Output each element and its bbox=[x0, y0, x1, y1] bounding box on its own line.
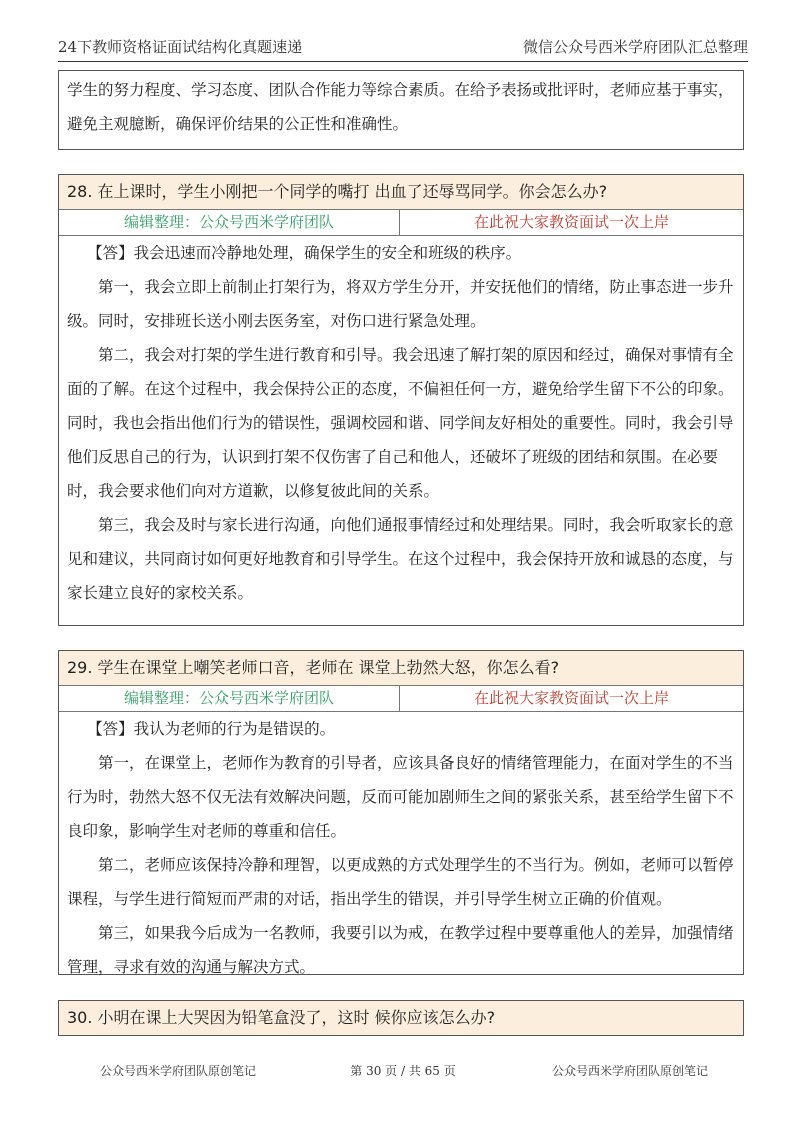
answer-paragraph: 第二，老师应该保持冷静和理智，以更成熟的方式处理学生的不当行为。例如，老师可以暂停课程，与学生进行简短而严肃的对话，指出学生的错误，并引导学生树立正确的价值观。 bbox=[67, 856, 734, 908]
credit-left: 编辑整理：公众号西米学府团队 bbox=[59, 210, 400, 235]
question-title: 29. 学生在课堂上嘲笑老师口音，老师在 课堂上勃然大怒，你怎么看? bbox=[59, 651, 743, 686]
question-title: 30. 小明在课上大哭因为铅笔盒没了，这时 候你应该怎么办? bbox=[59, 1001, 743, 1035]
prev-answer-box bbox=[58, 70, 744, 150]
credit-row bbox=[59, 686, 743, 712]
answer-paragraph: 第一，在课堂上，老师作为教育的引导者，应该具备良好的情绪管理能力，在面对学生的不当行为时，勃然大怒不仅无法有效解决问题，反而可能加剧师生之间的紧张关系，甚至给学生留下不良印象，影响学生对老师的尊重和信任。 bbox=[67, 754, 734, 840]
answer-paragraph: 第二，我会对打架的学生进行教育和引导。我会迅速了解打架的原因和经过，确保对事情有全面的了解。在这个过程中，我会保持公正的态度，不偏袒任何一方，避免给学生留下不公的印象。同时，我也会指出他们行为的错误性，强调校园和谐、同学间友好相处的重要性。同时，我会引导他们反思自己的行为，认识到打架不仅伤害了自己和他人，还破坏了班级的团结和氛围。在必要时，我会要求他们向对方道歉，以修复彼此间的关系。 bbox=[67, 346, 734, 500]
answer-paragraph: 第三，我会及时与家长进行沟通，向他们通报事情经过和处理结果。同时，我会听取家长的意见和建议，共同商讨如何更好地教育和引导学生。在这个过程中，我会保持开放和诚恳的态度，与家长建立良好的家校关系。 bbox=[67, 516, 734, 602]
question-title: 28. 在上课时，学生小刚把一个同学的嘴打 出血了还辱骂同学。你会怎么办? bbox=[59, 175, 743, 210]
footer-right: 公众号西米学府团队原创笔记 bbox=[551, 1064, 708, 1078]
answer-paragraph: 【答】我认为老师的行为是错误的。 bbox=[87, 720, 336, 738]
credit-right: 在此祝大家教资面试一次上岸 bbox=[473, 689, 669, 707]
credit-left: 编辑整理：公众号西米学府团队 bbox=[59, 686, 400, 711]
page-footer bbox=[58, 1062, 748, 1082]
answer-paragraph: 第三，如果我今后成为一名教师，我要引以为戒，在教学过程中要尊重他人的差异，加强情绪管理，寻求有效的沟通与解决方式。 bbox=[67, 924, 734, 976]
header-left-title: 24下教师资格证面试结构化真题速递 bbox=[58, 38, 303, 56]
question-28-box bbox=[58, 174, 744, 626]
header-divider bbox=[58, 61, 748, 62]
answer-paragraph: 第一，我会立即上前制止打架行为，将双方学生分开，并安抚他们的情绪，防止事态进一步升级。同时，安排班长送小刚去医务室，对伤口进行紧急处理。 bbox=[67, 278, 734, 330]
answer-content bbox=[59, 236, 743, 610]
answer-paragraph: 学生的努力程度、学习态度、团队合作能力等综合素质。在给予表扬或批评时，老师应基于事实，避免主观臆断，确保评价结果的公正性和准确性。 bbox=[67, 81, 734, 133]
header-right-title: 微信公众号西米学府团队汇总整理 bbox=[522, 38, 748, 56]
question-29-box bbox=[58, 650, 744, 975]
credit-row bbox=[59, 210, 743, 236]
page-header bbox=[58, 36, 748, 60]
credit-right: 在此祝大家教资面试一次上岸 bbox=[473, 213, 669, 231]
answer-content bbox=[59, 712, 743, 984]
question-30-box bbox=[58, 1000, 744, 1036]
page-number: 第 30 页 / 共 65 页 bbox=[350, 1064, 456, 1078]
footer-left: 公众号西米学府团队原创笔记 bbox=[100, 1064, 257, 1078]
answer-paragraph: 【答】我会迅速而冷静地处理，确保学生的安全和班级的秩序。 bbox=[87, 244, 522, 262]
